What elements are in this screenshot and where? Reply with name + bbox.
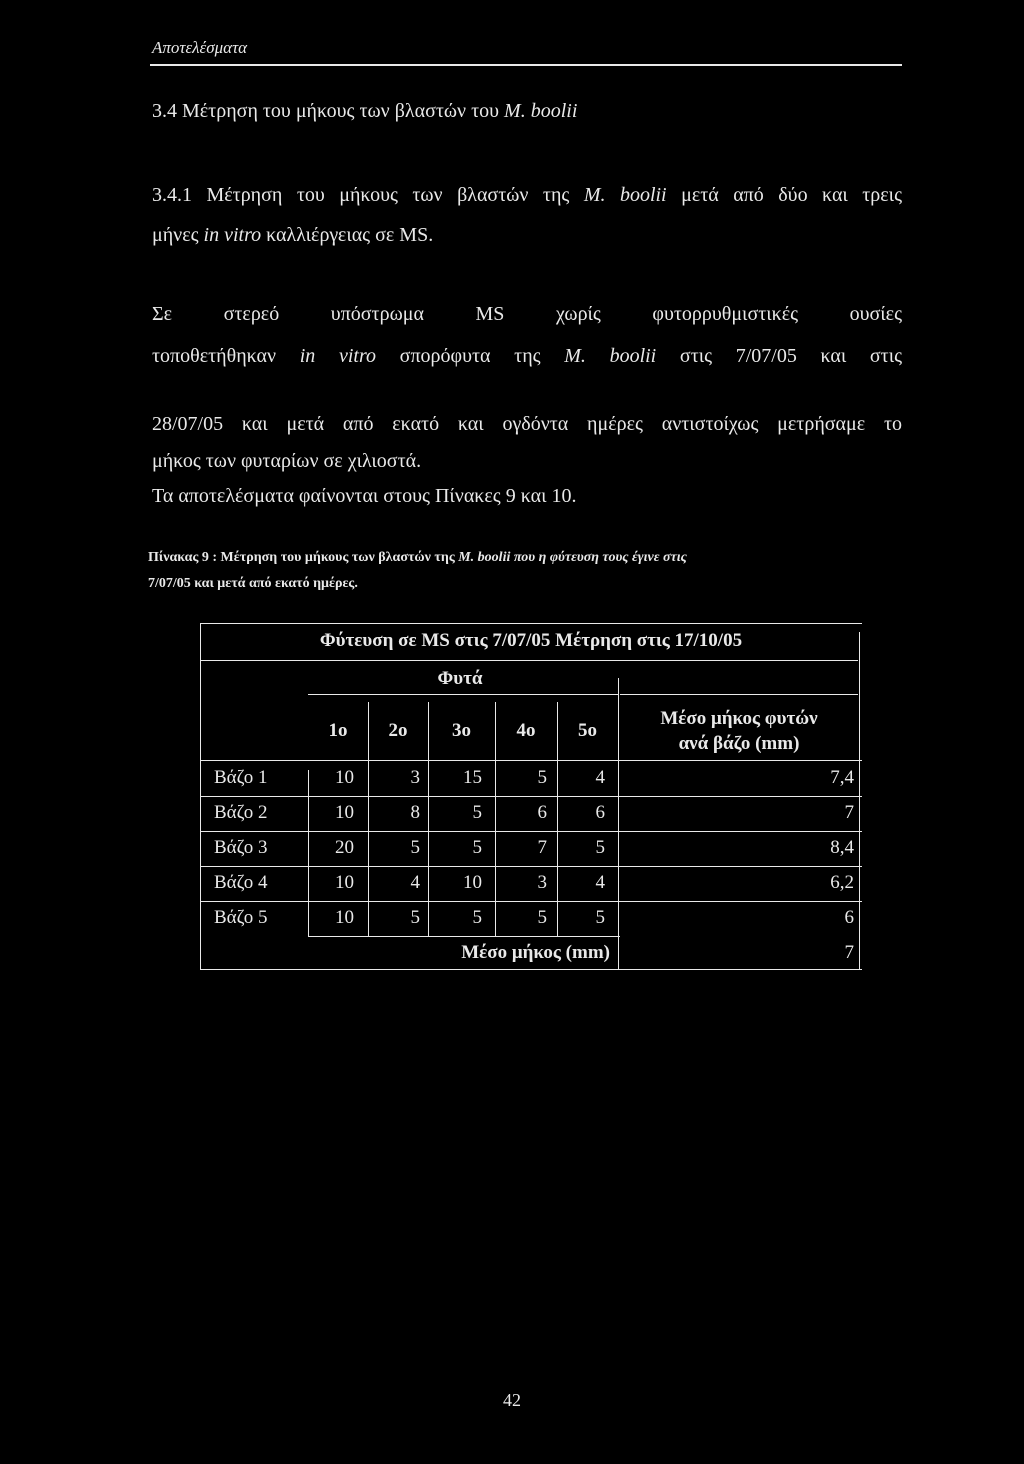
subsection-heading-line1 bbox=[152, 184, 902, 207]
table-col-sep-2 bbox=[368, 702, 369, 936]
table-cell: 10 bbox=[335, 802, 354, 823]
table-cell: 20 bbox=[335, 837, 354, 858]
table-cell: 5 bbox=[595, 837, 605, 858]
table-cell: 10 bbox=[335, 872, 354, 893]
table-col-sep-1 bbox=[308, 770, 309, 936]
subsection-heading-text-3: καλλιέργειας σε MS. bbox=[266, 224, 434, 246]
table-rule-top bbox=[200, 623, 862, 624]
subsection-heading-text-end: μετά από δύο και τρεις bbox=[681, 184, 902, 206]
running-header-title: Αποτελέσματα bbox=[152, 38, 248, 57]
paragraph-text-b: σπορόφυτα της bbox=[399, 345, 541, 367]
caption-text: Πίνακας 9 : Μέτρηση του μήκους των βλαστών της bbox=[148, 550, 455, 565]
table-cell: 6 bbox=[595, 802, 605, 823]
table-cell: 4 bbox=[595, 872, 605, 893]
paragraph-line-2 bbox=[152, 345, 902, 368]
plants-header: Φυτά bbox=[437, 668, 483, 689]
caption-species: M. boolii bbox=[458, 550, 511, 565]
table-rule-row4 bbox=[200, 901, 862, 902]
table-cell: 5 bbox=[595, 907, 605, 928]
subsection-heading-text: 3.4.1 Μέτρηση του μήκους των βλαστών της bbox=[152, 184, 570, 206]
row-mean: 7 bbox=[844, 802, 854, 823]
table-rule-mean-top bbox=[620, 694, 858, 695]
plant-col-header-3: 3ο bbox=[452, 720, 471, 741]
section-heading-text: 3.4 Μέτρηση του μήκους των βλαστών του bbox=[152, 100, 500, 122]
table-cell: 5 bbox=[537, 767, 547, 788]
table-cell: 5 bbox=[472, 837, 482, 858]
paragraph-invitro: in vitro bbox=[299, 345, 376, 367]
table-rule-row5 bbox=[308, 936, 620, 937]
subsection-heading-species: M. boolii bbox=[583, 184, 667, 206]
table-rule-bottom bbox=[200, 969, 620, 970]
table-cell: 5 bbox=[410, 837, 420, 858]
table-col-sep-3 bbox=[428, 702, 429, 936]
results-table bbox=[200, 620, 862, 970]
table-title: Φύτευση σε MS στις 7/07/05 Μέτρηση στις 17/10/05 bbox=[319, 630, 743, 651]
section-heading bbox=[152, 100, 577, 123]
table-cell: 3 bbox=[537, 872, 547, 893]
paragraph-species: M. boolii bbox=[564, 345, 657, 367]
table-cell: 6 bbox=[537, 802, 547, 823]
plant-col-header-5: 5ο bbox=[578, 720, 597, 741]
table-rule-bottom-right bbox=[620, 969, 862, 970]
table-cell: 5 bbox=[472, 802, 482, 823]
table-cell: 4 bbox=[410, 872, 420, 893]
table-rule-row3 bbox=[200, 866, 862, 867]
paragraph-line-1: Σε στερεό υπόστρωμα MS χωρίς φυτορρυθμιστικές ουσίες bbox=[152, 303, 902, 325]
table-cell: 7 bbox=[537, 837, 547, 858]
row-label: Βάζο 2 bbox=[214, 802, 268, 823]
table-cell: 8 bbox=[410, 802, 420, 823]
overall-mean-label: Μέσο μήκος (mm) bbox=[461, 942, 610, 963]
table-col-sep-6 bbox=[618, 678, 619, 970]
row-mean: 6 bbox=[844, 907, 854, 928]
table-col-sep-4 bbox=[495, 702, 496, 936]
subsection-heading-invitro: in vitro bbox=[203, 224, 262, 246]
section-heading-species: M. boolii bbox=[504, 100, 578, 122]
subsection-heading-text-2: μήνες bbox=[152, 224, 199, 246]
table-cell: 10 bbox=[335, 907, 354, 928]
table-rule-plants bbox=[308, 694, 618, 695]
plant-col-header-4: 4ο bbox=[516, 720, 536, 741]
row-label: Βάζο 1 bbox=[214, 767, 268, 788]
table-cell: 5 bbox=[410, 907, 420, 928]
paragraph-text-c: στις 7/07/05 και στις bbox=[679, 345, 903, 367]
paragraph-text: τοποθετήθηκαν bbox=[152, 345, 277, 367]
mean-header-line-2: ανά βάζο (mm) bbox=[678, 733, 800, 754]
row-label: Βάζο 3 bbox=[214, 837, 268, 858]
table-cell: 5 bbox=[472, 907, 482, 928]
table-cell: 3 bbox=[410, 767, 420, 788]
table-caption-line-2: 7/07/05 και μετά από εκατό ημέρες. bbox=[148, 576, 358, 591]
row-label: Βάζο 4 bbox=[214, 872, 268, 893]
table-border-right bbox=[859, 632, 860, 970]
table-rule-header bbox=[200, 760, 862, 761]
table-rule-title bbox=[200, 660, 858, 661]
overall-mean-value: 7 bbox=[844, 942, 854, 963]
paragraph-line-4: μήκος των φυταρίων σε χιλιοστά. bbox=[152, 450, 422, 472]
table-rule-row1 bbox=[200, 796, 862, 797]
caption-text-end: που η φύτευση τους έγινε στις bbox=[513, 550, 687, 565]
table-rule-row2 bbox=[200, 831, 862, 832]
paragraph-line-3: 28/07/05 και μετά από εκατό και ογδόντα ημέρες αντιστοίχως μετρήσαμε το bbox=[152, 413, 902, 435]
table-cell: 4 bbox=[595, 767, 605, 788]
plant-col-header-2: 2ο bbox=[388, 720, 408, 741]
subsection-heading-line2 bbox=[152, 224, 433, 247]
table-caption-line-1 bbox=[148, 550, 902, 566]
row-label: Βάζο 5 bbox=[214, 907, 268, 928]
table-cell: 10 bbox=[335, 767, 354, 788]
table-cell: 15 bbox=[463, 767, 482, 788]
table-border-left bbox=[200, 623, 201, 969]
row-mean: 7,4 bbox=[830, 767, 854, 788]
table-col-sep-5 bbox=[557, 702, 558, 936]
row-mean: 6,2 bbox=[830, 872, 854, 893]
plant-col-header-1: 1ο bbox=[328, 720, 348, 741]
mean-header-line-1: Μέσο μήκος φυτών bbox=[660, 708, 818, 729]
header-rule bbox=[150, 64, 902, 66]
table-cell: 10 bbox=[463, 872, 482, 893]
page-number: 42 bbox=[503, 1390, 521, 1410]
paragraph-line-5: Τα αποτελέσματα φαίνονται στους Πίνακες 9 και 10. bbox=[152, 485, 577, 507]
row-mean: 8,4 bbox=[830, 837, 854, 858]
table-cell: 5 bbox=[537, 907, 547, 928]
